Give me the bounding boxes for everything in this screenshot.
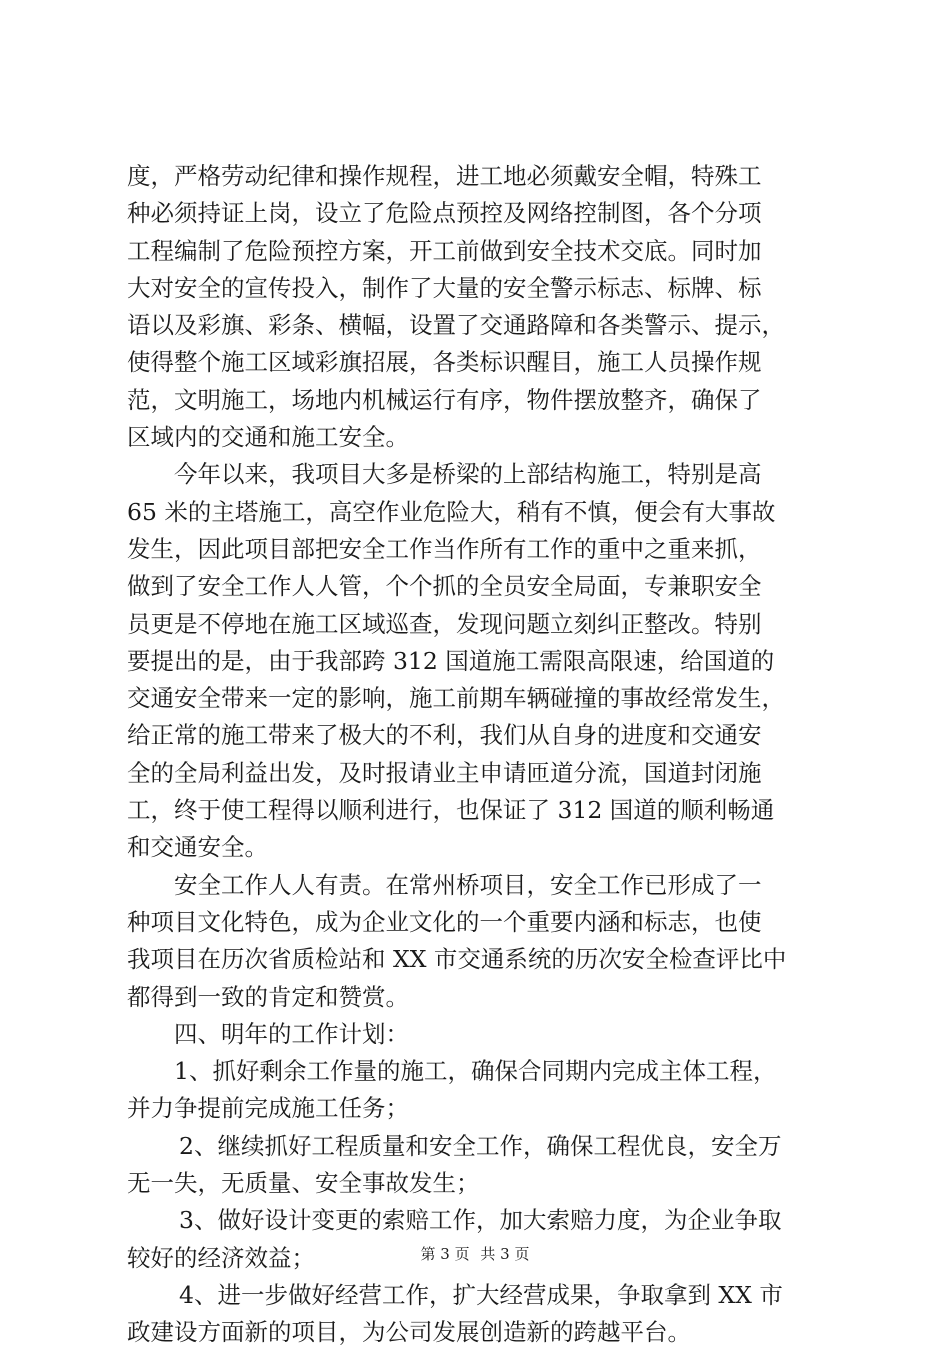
text-line: 我项目在历次省质检站和 XX 市交通系统的历次安全检查评比中 bbox=[127, 945, 787, 974]
text-line: 度，严格劳动纪律和操作规程，进工地必须戴安全帽，特殊工 bbox=[127, 162, 762, 190]
paragraph-start-line: 安全工作人人有责。在常州桥项目，安全工作已形成了一 bbox=[174, 870, 762, 899]
text-line: 语以及彩旗、彩条、横幅，设置了交通路障和各类警示、提示， bbox=[127, 311, 785, 340]
text-line: 种必须持证上岗，设立了危险点预控及网络控制图，各个分项 bbox=[127, 199, 762, 228]
document-body bbox=[127, 158, 835, 1352]
text-line: 全的全局利益出发，及时报请业主申请匝道分流，国道封闭施 bbox=[127, 758, 762, 787]
text-line: 范，文明施工，场地内机械运行有序，物件摆放整齐，确保了 bbox=[127, 385, 762, 414]
text-line: 大对安全的宣传投入，制作了大量的安全警示标志、标牌、标 bbox=[127, 273, 762, 302]
page-footer bbox=[0, 1244, 950, 1264]
text-line: 做到了安全工作人人管，个个抓的全员安全局面，专兼职安全 bbox=[127, 572, 762, 601]
text-line: 发生，因此项目部把安全工作当作所有工作的重中之重来抓， bbox=[127, 534, 762, 563]
text-line: 工程编制了危险预控方案，开工前做到安全技术交底。同时加 bbox=[127, 236, 762, 265]
text-line: 种项目文化特色，成为企业文化的一个重要内涵和标志，也使 bbox=[127, 907, 762, 936]
text-line: 给正常的施工带来了极大的不利，我们从自身的进度和交通安 bbox=[127, 721, 762, 750]
text-line: 交通安全带来一定的影响，施工前期车辆碰撞的事故经常发生， bbox=[127, 684, 785, 713]
paragraph-start-line: 今年以来，我项目大多是桥梁的上部结构施工，特别是高 bbox=[174, 460, 762, 489]
plan-item-line: 2、继续抓好工程质量和安全工作，确保工程优良，安全万 bbox=[179, 1131, 782, 1160]
text-line: 和交通安全。 bbox=[127, 833, 268, 862]
text-line: 并力争提前完成施工任务； bbox=[127, 1094, 409, 1123]
text-line: 政建设方面新的项目，为公司发展创造新的跨越平台。 bbox=[127, 1318, 691, 1347]
page-number: 第 3 页 bbox=[420, 1245, 470, 1263]
text-line: 无一失，无质量、安全事故发生； bbox=[127, 1169, 480, 1198]
section-heading: 四、明年的工作计划： bbox=[174, 1019, 409, 1048]
plan-item-line: 1、抓好剩余工作量的施工，确保合同期内完成主体工程， bbox=[174, 1057, 777, 1086]
text-line: 65 米的主塔施工，高空作业危险大，稍有不慎，便会有大事故 bbox=[127, 497, 776, 526]
plan-item-line: 3、做好设计变更的索赔工作，加大索赔力度，为企业争取 bbox=[179, 1206, 782, 1235]
text-line: 要提出的是，由于我部跨 312 国道施工需限高限速，给国道的 bbox=[127, 646, 775, 675]
plan-item-line: 4、进一步做好经营工作，扩大经营成果，争取拿到 XX 市 bbox=[179, 1280, 783, 1309]
text-line: 都得到一致的肯定和赞赏。 bbox=[127, 982, 409, 1011]
text-line: 区域内的交通和施工安全。 bbox=[127, 423, 409, 452]
text-line: 员更是不停地在施工区域巡查，发现问题立刻纠正整改。特别 bbox=[127, 609, 762, 638]
text-line: 工，终于使工程得以顺利进行，也保证了 312 国道的顺利畅通 bbox=[127, 796, 775, 825]
text-line: 使得整个施工区域彩旗招展，各类标识醒目，施工人员操作规 bbox=[127, 348, 762, 377]
page-total: 共 3 页 bbox=[480, 1245, 530, 1263]
text-line: 较好的经济效益； bbox=[127, 1243, 315, 1272]
